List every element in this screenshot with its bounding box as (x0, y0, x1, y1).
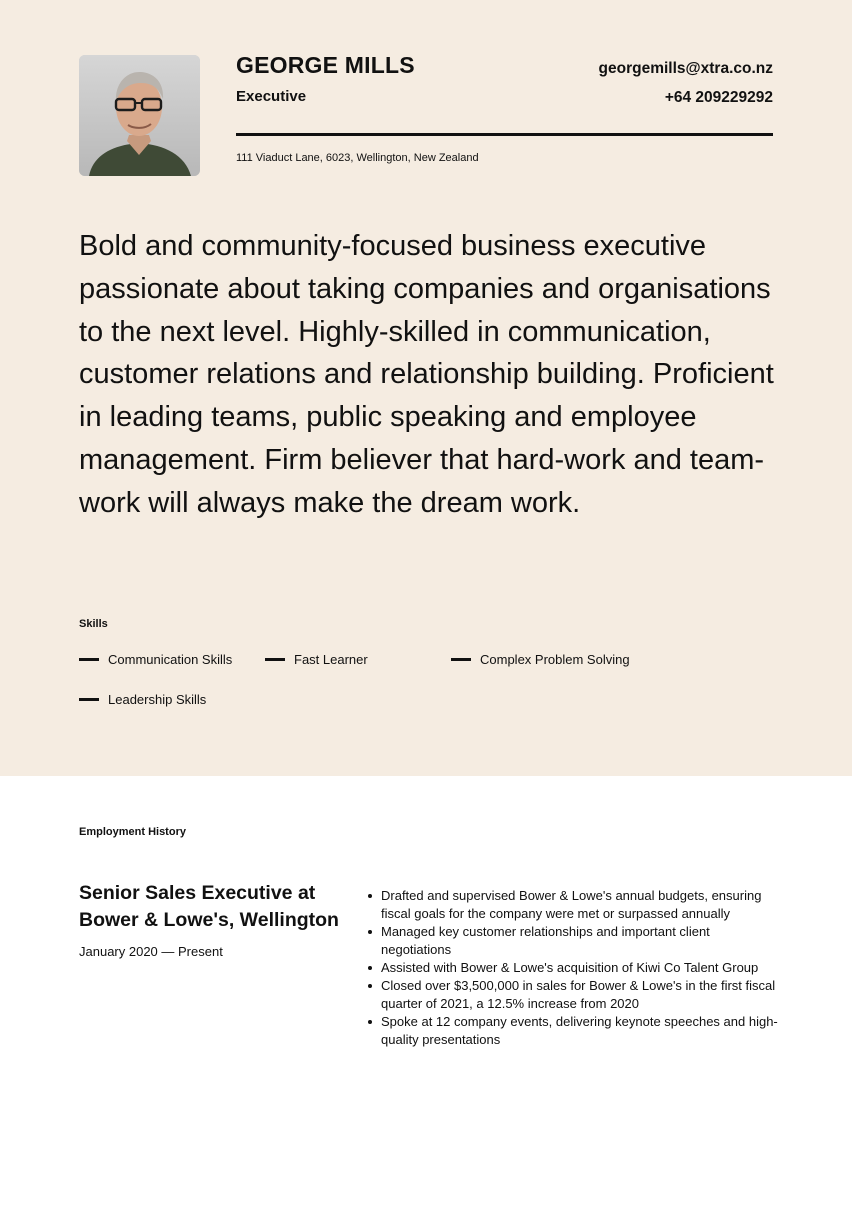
skill-item (451, 652, 630, 667)
postal-address: 111 Viaduct Lane, 6023, Wellington, New Zealand (236, 152, 479, 164)
candidate-name: GEORGE MILLS (236, 52, 415, 78)
phone-number: +64 209229292 (664, 89, 773, 106)
skill-label: Leadership Skills (108, 692, 207, 707)
job-title: Senior Sales Executive at Bower & Lowe's, Wellington (79, 882, 339, 931)
employment-heading: Employment History (79, 826, 186, 838)
skill-item (265, 652, 368, 667)
job-responsibilities (381, 887, 781, 1049)
skill-dash (79, 658, 99, 661)
header-divider (236, 133, 773, 136)
skill-dash (79, 698, 99, 701)
list-item: Spoke at 12 company events, delivering keynote speeches and high-quality presentations (381, 1013, 781, 1049)
skill-dash (451, 658, 471, 661)
skill-label: Complex Problem Solving (480, 652, 630, 667)
skill-label: Fast Learner (294, 652, 368, 667)
list-item: Assisted with Bower & Lowe's acquisition of Kiwi Co Talent Group (381, 959, 781, 977)
profile-summary: Bold and community-focused business executive passionate about taking companies and organisations to the next level. Highly-skilled in communication, customer relations and relationship building. Proficient in leading teams, public speaking and employee management. Firm believer that hard-work and team-work will always make the dream work. (79, 230, 774, 519)
email-address: georgemills@xtra.co.nz (598, 60, 773, 77)
skill-label: Communication Skills (108, 652, 233, 667)
job-dates: January 2020 — Present (79, 944, 223, 959)
skills-heading: Skills (79, 618, 108, 630)
list-item: Managed key customer relationships and important client negotiations (381, 923, 781, 959)
candidate-title: Executive (236, 88, 307, 105)
profile-photo (79, 55, 200, 176)
skill-item (79, 692, 206, 707)
list-item: Closed over $3,500,000 in sales for Bower & Lowe's in the first fiscal quarter of 2021, a 12.5% increase from 2020 (381, 977, 781, 1013)
list-item: Drafted and supervised Bower & Lowe's annual budgets, ensuring fiscal goals for the company were met or surpassed annually (381, 887, 781, 923)
skill-dash (265, 658, 285, 661)
skill-item (79, 652, 232, 667)
